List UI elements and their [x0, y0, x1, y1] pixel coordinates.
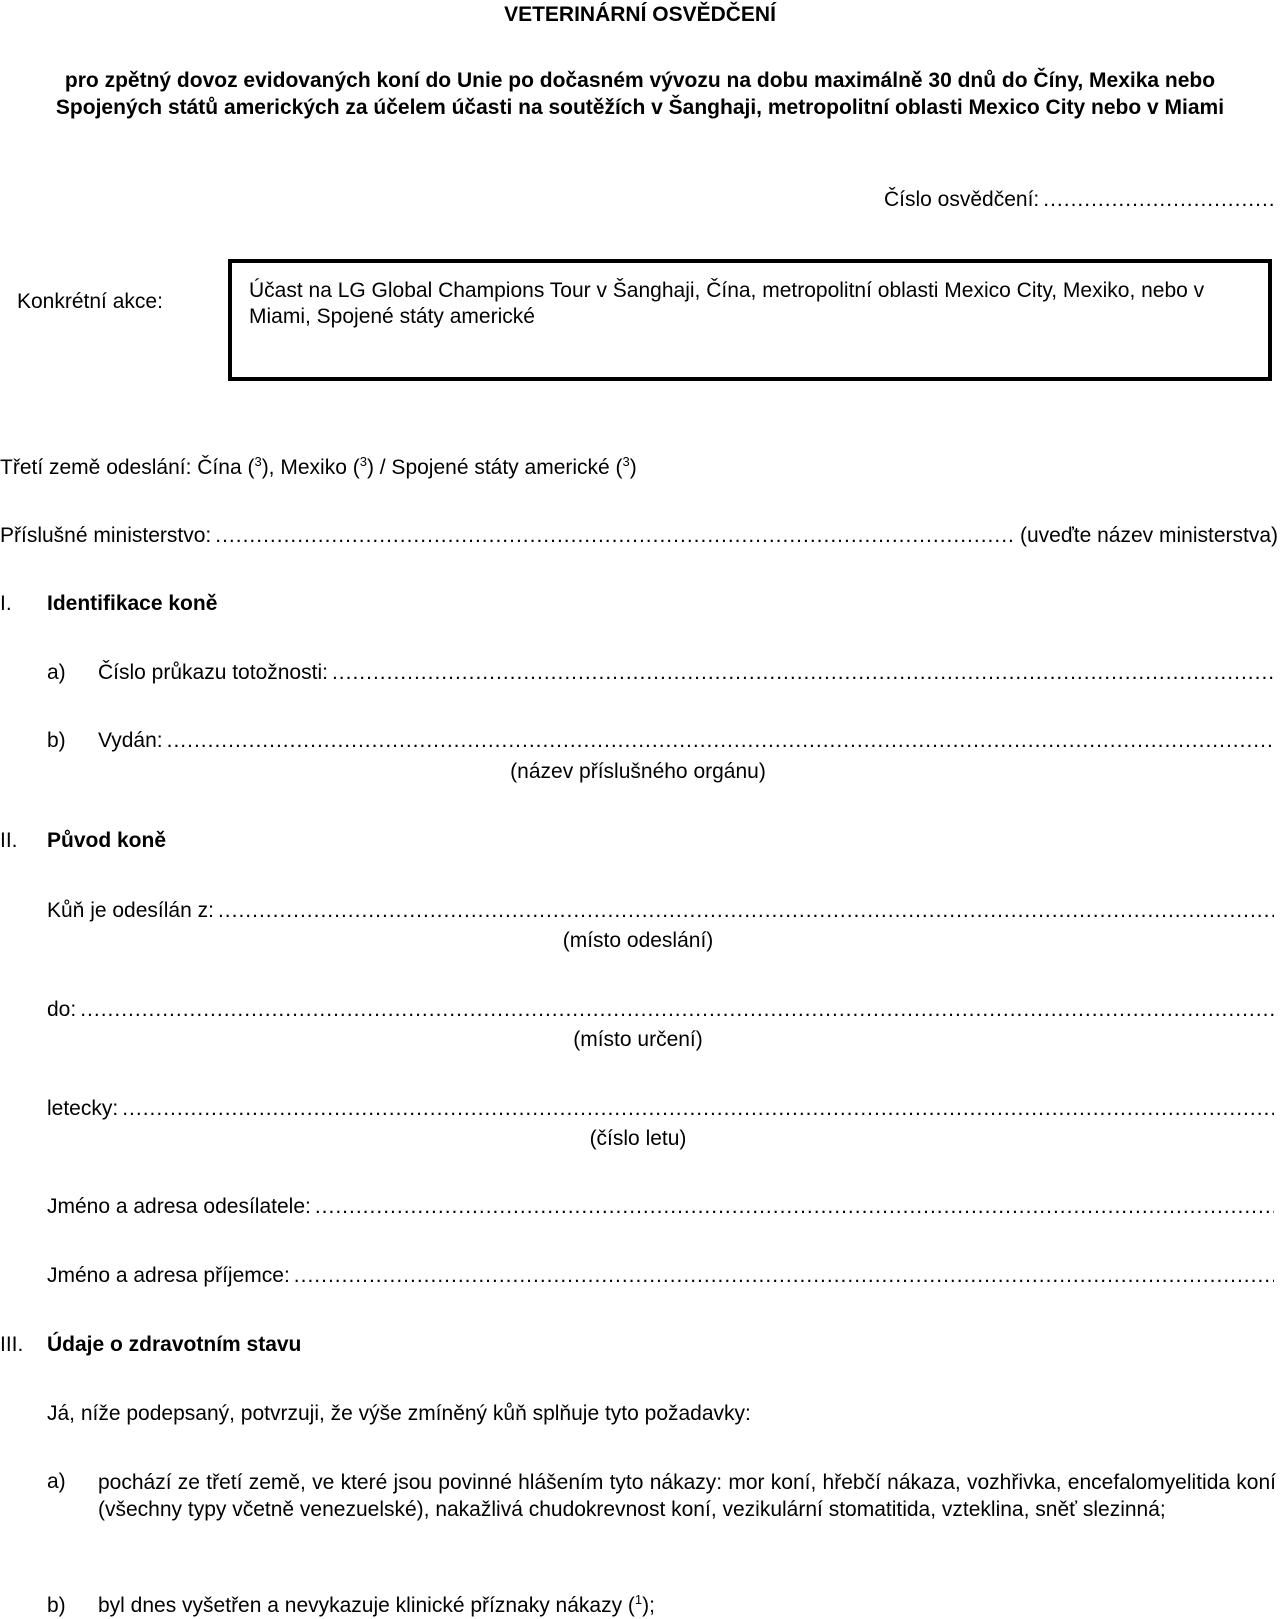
passport-number-field [98, 661, 1274, 685]
section-2-heading: Původ koně [47, 829, 167, 852]
footnote-ref: 3 [254, 454, 262, 469]
section-2-numeral: II. [0, 829, 18, 852]
issued-by-blank [167, 729, 1274, 753]
event-box [228, 259, 1272, 381]
item-b-marker: b) [47, 729, 66, 752]
sender-label: Jméno a adresa odesílatele: [47, 1195, 311, 1218]
flight-blank [122, 1097, 1274, 1121]
passport-number-label: Číslo průkazu totožnosti: [98, 661, 328, 684]
ministry-note: (uveďte název ministerstva) [1020, 524, 1278, 547]
third-country-close: ) [629, 456, 637, 479]
health-item-a-marker: a) [47, 1470, 66, 1493]
document-title: VETERINÁRNÍ OSVĚDČENÍ [504, 3, 776, 26]
flight-label: letecky: [47, 1097, 119, 1120]
health-item-a-text: pochází ze třetí země, ve které jsou povinné hlášením tyto nákazy: mor koní, hřebčí nákaza, vozhřivka, encefalomyelitida koní (všechny typy včetně venezuelské), nakažlivá chudokrevnost koní, vezikulární stomatitida, vzteklina, sněť slezinná; [98, 1471, 1276, 1521]
sender-blank [315, 1195, 1274, 1219]
third-country-china: Čína ( [197, 456, 255, 479]
issued-by-label: Vydán: [98, 729, 163, 752]
dispatch-from-blank [218, 899, 1274, 923]
ministry-field [0, 524, 1278, 548]
recipient-label: Jméno a adresa příjemce: [47, 1264, 290, 1287]
sender-field [47, 1195, 1274, 1219]
health-item-b-main: byl dnes vyšetřen a nevykazuje klinické příznaky nákazy ( [98, 1594, 635, 1617]
passport-number-blank [332, 661, 1274, 685]
certificate-number-label: Číslo osvědčení: [884, 188, 1040, 211]
dispatch-from-field [47, 899, 1274, 923]
third-country-line [0, 456, 637, 480]
third-country-label: Třetí země odeslání: [0, 456, 192, 479]
third-country-usa: ) / Spojené státy americké ( [366, 456, 623, 479]
recipient-blank [294, 1264, 1274, 1288]
flight-note: (číslo letu) [589, 1127, 687, 1150]
issued-by-note: (název příslušného orgánu) [510, 760, 766, 783]
section-1-numeral: I. [0, 592, 12, 615]
event-text: Účast na LG Global Champions Tour v Šanghaji, Čína, metropolitní oblasti Mexico City, Mexiko, nebo v Miami, Spojené státy americké [249, 279, 1205, 328]
recipient-field [47, 1264, 1274, 1288]
footnote-ref: 3 [622, 454, 630, 469]
document-subtitle: pro zpětný dovoz evidovaných koní do Unie po dočasném vývozu na dobu maximálně 30 dnů do Číny, Mexika nebo Spojených států amerických za účelem účasti na soutěžích v Šanghaji, metropolitní oblasti Mexico City nebo v Miami [55, 69, 1225, 119]
footnote-ref: 1 [634, 1592, 643, 1607]
health-item-b-text [98, 1594, 655, 1618]
health-item-b-close: ); [642, 1594, 655, 1617]
health-intro: Já, níže podepsaný, potvrzuji, že výše zmíněný kůň splňuje tyto požadavky: [47, 1402, 751, 1425]
ministry-blank [215, 524, 1014, 548]
destination-label: do: [47, 998, 77, 1021]
ministry-label: Příslušné ministerstvo: [0, 524, 212, 547]
section-3-numeral: III. [0, 1333, 24, 1356]
third-country-mexico: ), Mexiko ( [261, 456, 360, 479]
item-a-marker: a) [47, 661, 66, 684]
footnote-ref: 3 [359, 454, 367, 469]
event-label: Konkrétní akce: [17, 290, 163, 313]
issued-by-field [98, 729, 1274, 753]
section-1-heading: Identifikace koně [47, 592, 218, 615]
health-item-b-marker: b) [47, 1594, 66, 1617]
dispatch-from-note: (místo odeslání) [562, 929, 714, 952]
destination-note: (místo určení) [573, 1028, 703, 1051]
certificate-number-field [884, 188, 1274, 212]
section-3-heading: Údaje o zdravotním stavu [47, 1333, 302, 1356]
destination-field [47, 998, 1274, 1022]
certificate-number-blank [1043, 188, 1274, 212]
flight-field [47, 1097, 1274, 1121]
dispatch-from-label: Kůň je odesílán z: [47, 899, 214, 922]
destination-blank [80, 998, 1274, 1022]
